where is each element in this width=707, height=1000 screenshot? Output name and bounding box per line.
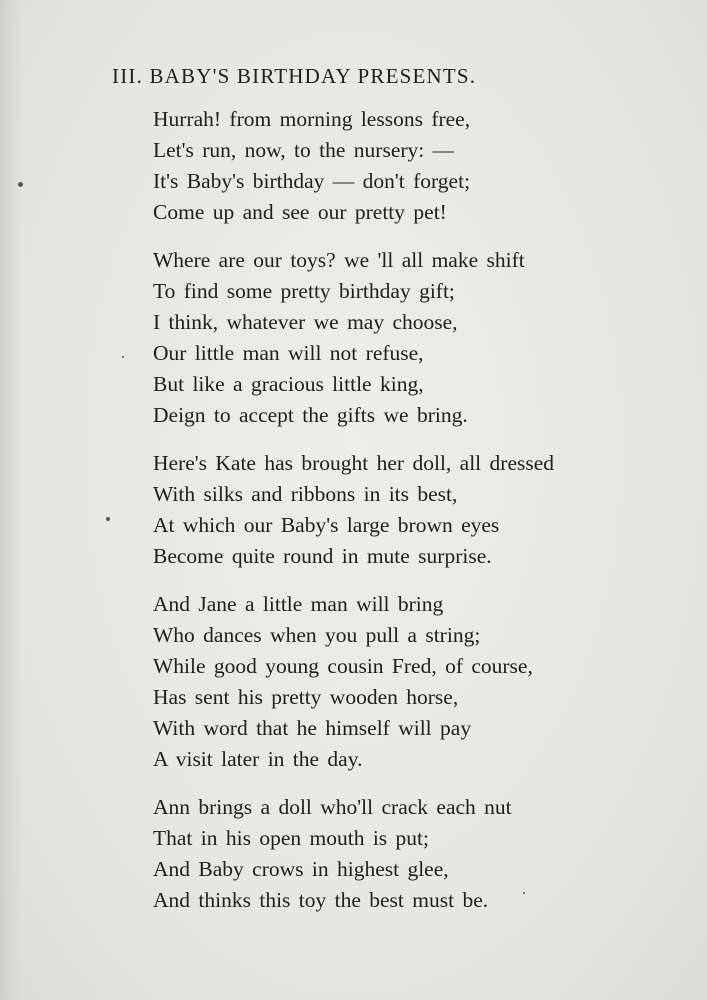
- poem-line: Let's run, now, to the nursery: —: [153, 138, 455, 162]
- poem-line: Where are our toys? we 'll all make shift: [153, 248, 525, 272]
- poem-line: Come up and see our pretty pet!: [153, 200, 447, 224]
- poem-line: With word that he himself will pay: [153, 716, 472, 740]
- ink-speck: [106, 517, 110, 521]
- poem-line: Here's Kate has brought her doll, all dressed: [153, 451, 555, 475]
- ink-speck: [122, 356, 124, 358]
- poem-body: [153, 104, 673, 933]
- poem-line: With silks and ribbons in its best,: [153, 482, 458, 506]
- poem-line: And Jane a little man will bring: [153, 592, 444, 616]
- stanza-3: [153, 448, 673, 572]
- poem-line: It's Baby's birthday — don't forget;: [153, 169, 471, 193]
- stanza-2: [153, 245, 673, 431]
- poem-line: Hurrah! from morning lessons free,: [153, 107, 471, 131]
- poem-line: Our little man will not refuse,: [153, 341, 424, 365]
- poem-title: III. BABY'S BIRTHDAY PRESENTS.: [112, 64, 477, 88]
- ink-speck: [523, 892, 525, 894]
- ink-speck: [18, 182, 23, 187]
- poem-line: At which our Baby's large brown eyes: [153, 513, 500, 537]
- poem-line: Deign to accept the gifts we bring.: [153, 403, 468, 427]
- poem-line: And Baby crows in highest glee,: [153, 857, 449, 881]
- poem-line: That in his open mouth is put;: [153, 826, 429, 850]
- stanza-5: [153, 792, 673, 916]
- poem-line: Become quite round in mute surprise.: [153, 544, 492, 568]
- poem-line: While good young cousin Fred, of course,: [153, 654, 533, 678]
- poem-line: A visit later in the day.: [153, 747, 363, 771]
- poem-line: But like a gracious little king,: [153, 372, 424, 396]
- poem-line: Ann brings a doll who'll crack each nut: [153, 795, 512, 819]
- poem-line: I think, whatever we may choose,: [153, 310, 458, 334]
- poem-line: And thinks this toy the best must be.: [153, 888, 489, 912]
- stanza-1: [153, 104, 673, 228]
- poem-line: Has sent his pretty wooden horse,: [153, 685, 459, 709]
- poem-line: To find some pretty birthday gift;: [153, 279, 455, 303]
- poem-line: Who dances when you pull a string;: [153, 623, 481, 647]
- page-edge-shadow: [0, 0, 22, 1000]
- stanza-4: [153, 589, 673, 775]
